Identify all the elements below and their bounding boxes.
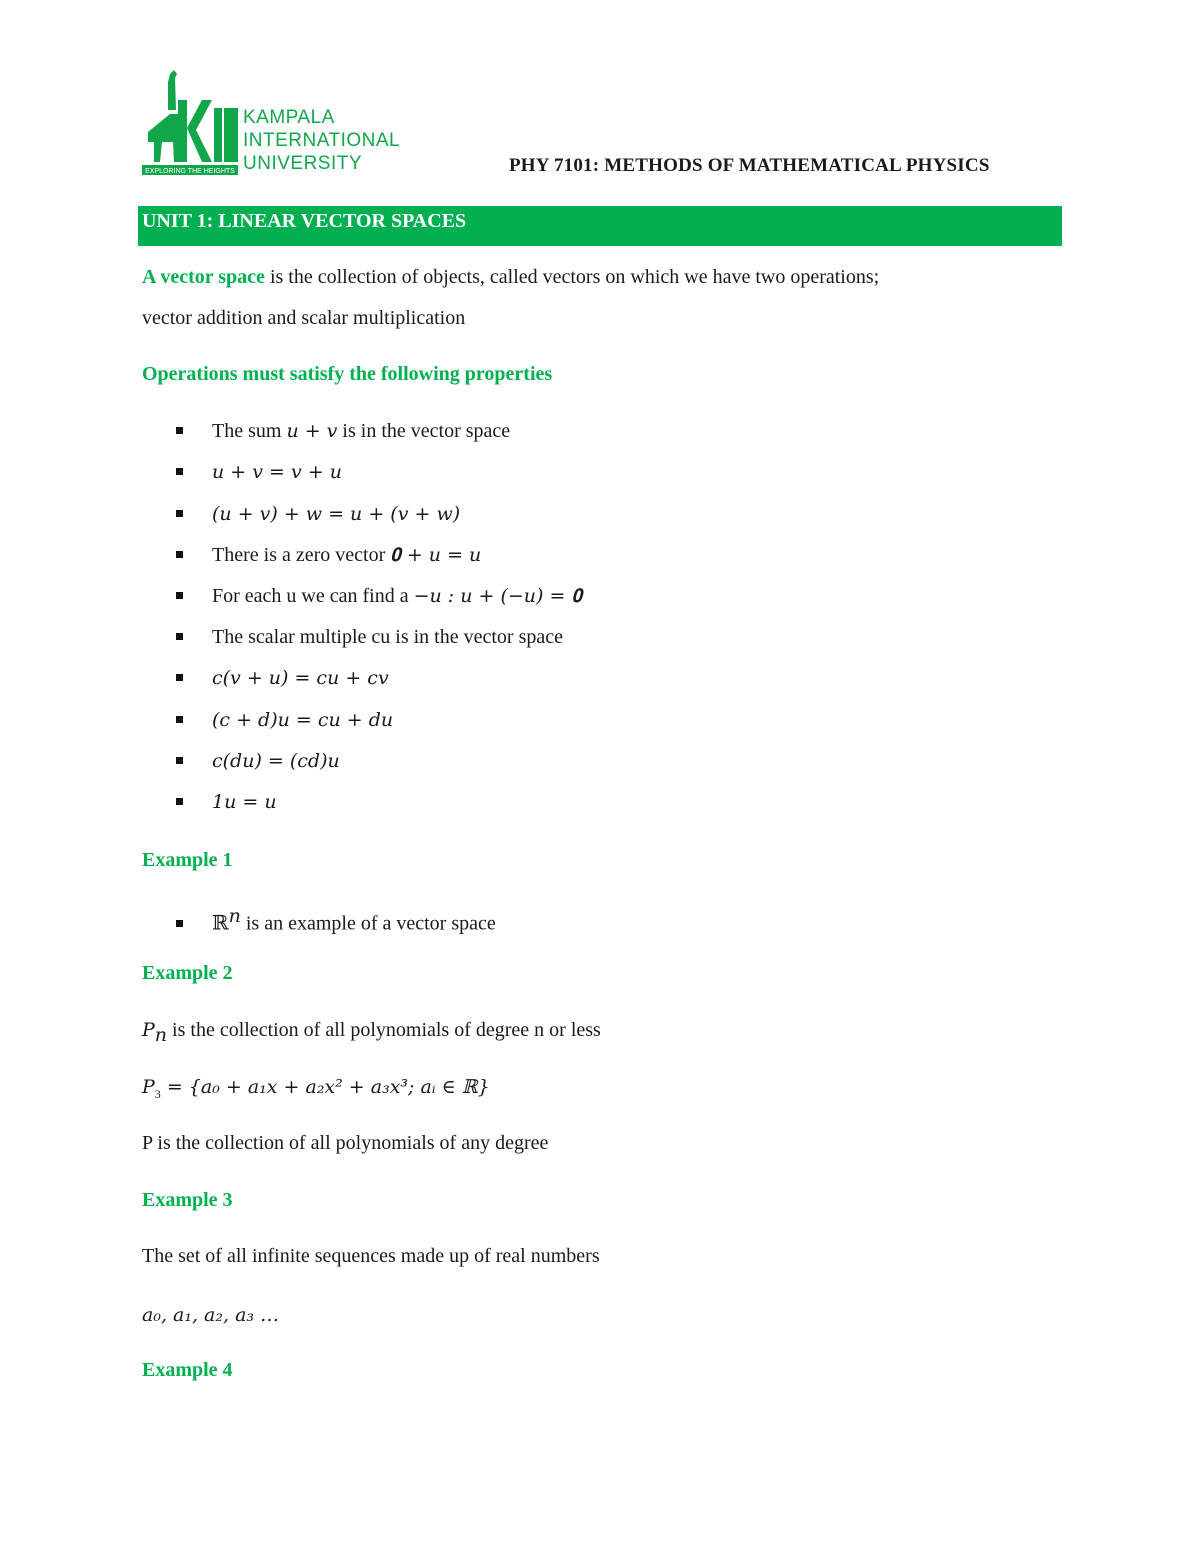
bullet-icon bbox=[176, 674, 183, 681]
example-4-heading: Example 4 bbox=[142, 1359, 233, 1381]
example-3-heading: Example 3 bbox=[142, 1189, 233, 1211]
bullet-icon bbox=[176, 592, 183, 599]
logo-tagline: EXPLORING THE HEIGHTS bbox=[145, 168, 235, 175]
property-item: The sum u + v is in the vector space bbox=[176, 419, 510, 443]
giraffe-logo-icon bbox=[140, 70, 240, 180]
bullet-icon bbox=[176, 468, 183, 475]
university-logo bbox=[140, 70, 430, 180]
bullet-icon bbox=[176, 798, 183, 805]
bullet-icon bbox=[176, 757, 183, 764]
bullet-icon bbox=[176, 551, 183, 558]
example-3-text: The set of all infinite sequences made up of real numbers bbox=[142, 1245, 600, 1267]
example-1-heading: Example 1 bbox=[142, 849, 233, 871]
logo-line-3: UNIVERSITY bbox=[243, 153, 363, 174]
property-item: c(du) = (cd)u bbox=[176, 749, 340, 773]
logo-wordmark bbox=[243, 106, 400, 175]
property-item: There is a zero vector 𝟎 + u = u bbox=[176, 543, 481, 567]
property-item: The scalar multiple cu is in the vector space bbox=[176, 625, 563, 649]
property-item: (u + v) + w = u + (v + w) bbox=[176, 502, 460, 526]
logo-line-2: INTERNATIONAL bbox=[243, 130, 401, 151]
intro-line-1: A vector space is the collection of objects, called vectors on which we have two operations; bbox=[142, 266, 880, 288]
property-item: u + v = v + u bbox=[176, 460, 342, 484]
bullet-icon bbox=[176, 716, 183, 723]
bullet-icon bbox=[176, 633, 183, 640]
example-2-formula: $P_3 = \{a_0 + a_1x + a_2x^2 + a_3x^3$; aᵢ ∈ ℝ} bbox=[142, 1076, 490, 1101]
property-item: c(v + u) = cu + cv bbox=[176, 666, 389, 690]
example-2-line-1: $P_n$ is the collection of all polynomials of degree n or less bbox=[142, 1019, 601, 1046]
property-item: (c + d)u = cu + du bbox=[176, 708, 393, 732]
unit-title: UNIT 1: LINEAR VECTOR SPACES bbox=[142, 210, 467, 232]
property-item: 1u = u bbox=[176, 790, 277, 814]
example-1-item: ℝ$^n$ is an example of a vector space bbox=[176, 904, 496, 936]
logo-line-1: KAMPALA bbox=[243, 107, 335, 128]
property-item: For each u we can find a −u : u + (−u) = 𝟎 bbox=[176, 584, 582, 608]
course-title: PHY 7101: METHODS OF MATHEMATICAL PHYSICS bbox=[509, 155, 990, 176]
properties-heading: Operations must satisfy the following properties bbox=[142, 363, 553, 385]
example-2-heading: Example 2 bbox=[142, 962, 233, 984]
bullet-icon bbox=[176, 427, 183, 434]
bullet-icon bbox=[176, 920, 183, 927]
bullet-icon bbox=[176, 510, 183, 517]
intro-term: A vector space bbox=[142, 266, 265, 288]
intro-line-2: vector addition and scalar multiplication bbox=[142, 307, 466, 329]
example-2-line-2: P is the collection of all polynomials of any degree bbox=[142, 1132, 549, 1154]
example-3-sequence: a₀, a₁, a₂, a₃ … bbox=[142, 1304, 280, 1326]
unit-banner bbox=[138, 206, 1062, 246]
